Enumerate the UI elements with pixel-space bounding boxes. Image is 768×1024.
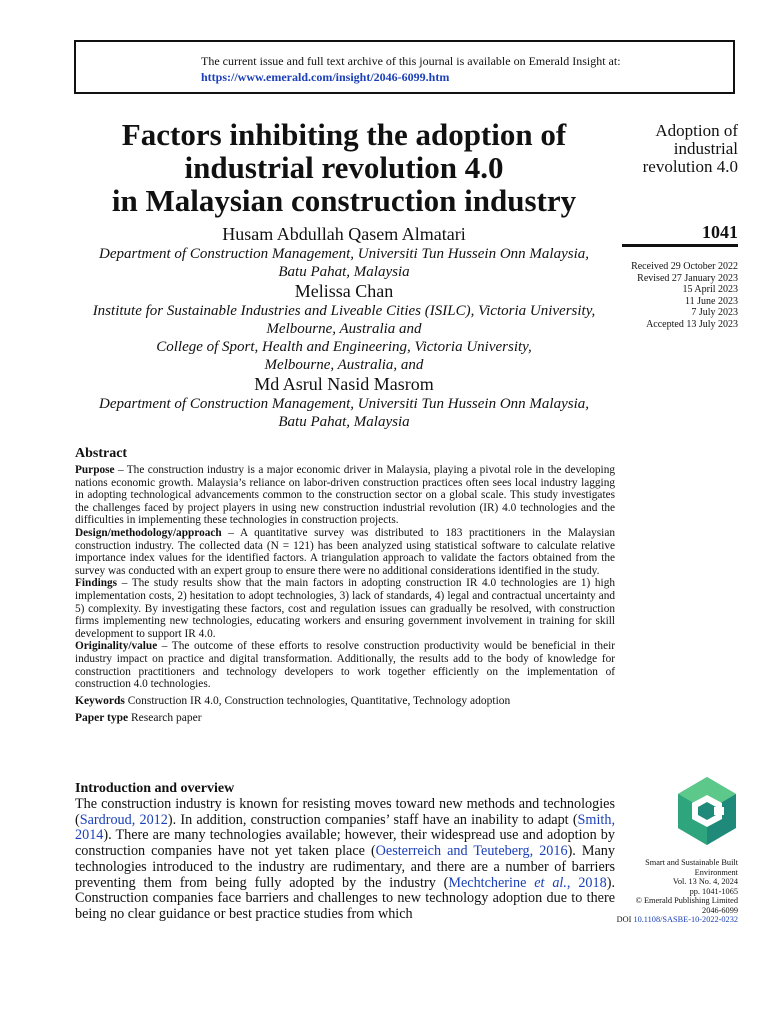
abstract-heading: Abstract — [75, 446, 128, 461]
author-name: Md Asrul Nasid Masrom — [254, 374, 434, 394]
author-name: Husam Abdullah Qasem Almatari — [222, 224, 466, 244]
article-title: Factors inhibiting the adoption of industrial revolution 4.0 in Malaysian construction industry — [111, 117, 577, 218]
article-dates: Received 29 October 2022 Revised 27 January 2023 15 April 2023 11 June 2023 7 July 2023 Accepted 13 July 2023 — [631, 261, 738, 330]
author-affiliation: Institute for Sustainable Industries and Liveable Cities (ISILC), Victoria University, Melbourne, Australia and College of Sport, Health and Engineering, Victoria University, Melbourne, Australia, and — [92, 303, 596, 373]
doi-link[interactable]: 10.1108/SASBE-10-2022-0232 — [633, 915, 738, 924]
keywords: Keywords Construction IR 4.0, Construction technologies, Quantitative, Technology adoption — [75, 694, 511, 707]
author-name: Melissa Chan — [294, 281, 394, 301]
author-affiliation: Department of Construction Management, Universiti Tun Hussein Onn Malaysia, Batu Pahat, Malaysia — [99, 246, 589, 280]
journal-info: Smart and Sustainable Built Environment Vol. 13 No. 4, 2024 pp. 1041-1065 © Emerald Publishing Limited 2046-6099 DOI 10.1108/SASBE-10-2022-0232 — [616, 858, 738, 924]
citation-link[interactable]: Sardroud, 2012 — [79, 811, 168, 828]
intro-heading: Introduction and overview — [75, 781, 235, 796]
running-title: Adoption of industrial revolution 4.0 — [642, 121, 738, 176]
introduction-section — [75, 780, 615, 923]
abstract-section — [75, 446, 615, 725]
citation-link[interactable]: Oesterreich and Teuteberg, 2016 — [375, 843, 568, 860]
abstract-originality: Originality/value – The outcome of these efforts to resolve construction productivity would be beneficial in their industry impact on practice and digital transformation. Additionally, the results add to the body of knowledge for construction practitioners and technology developers to work together efficiently on the implementation of construction 4.0 technologies. — [75, 640, 615, 691]
citation-link[interactable]: Mechtcherine et al., 2018 — [448, 874, 607, 891]
citation-link[interactable]: Smith, 2014 — [75, 811, 615, 844]
side-divider — [622, 244, 738, 247]
abstract-purpose: Purpose – The construction industry is a major economic driver in Malaysia, playing a pivotal role in the developing nations economic growth. Malaysia’s reliance on labor-driven construction practices often sees local industry lagging in adopting technological advancements common to the construction sector on a global scale. This study investigates the challenges faced by project players in using new construction industrial revolution (IR) 4.0 technologies and the difficulties in implementing these technologies in construction projects. — [75, 464, 615, 527]
page-number: 1041 — [702, 222, 738, 242]
abstract-design: Design/methodology/approach – A quantitative survey was distributed to 183 practitioners in the Malaysian construction industry. The collected data (N = 121) has been analyzed using statistical software to calculate relative importance index values for the identified factors. A triangulation approach to validate the factors obtained from the survey was conducted with an expert group to ensure there were no additional considerations identified in the study. — [75, 526, 615, 577]
author-block — [74, 224, 614, 431]
journal-logo-icon — [676, 775, 738, 847]
abstract-findings: Findings – The study results show that the main factors in adopting construction IR 4.0 technologies are 1) high implementation costs, 2) hesitation to adopt technologies, 3) lack of standards, 4) legal and contractual uncertainty and 5) complexity. By investigating these factors, cost and regulation issues can gradually be resolved, with construction firms implementing new technologies, educating workers and ensuring government involvement in training for skill development to support IR 4.0. — [75, 577, 615, 640]
author-affiliation: Department of Construction Management, Universiti Tun Hussein Onn Malaysia, Batu Pahat, Malaysia — [99, 396, 589, 430]
journal-url-link[interactable]: https://www.emerald.com/insight/2046-6099.htm — [201, 70, 450, 84]
journal-access-box — [74, 40, 735, 94]
intro-paragraph: The construction industry is known for resisting moves toward new methods and technologies (Sardroud, 2012). In addition, construction companies’ staff have an inability to adapt (Smith, 2014). There are many technologies available; however, their widespread use and adoption by construction companies have not yet taken place (Oesterreich and Teuteberg, 2016). Many technologies introduced to the industry are rudimentary, and there are a number of barriers preventing them from being fully adopted by the industry (Mechtcherine et al., 2018). Construction companies face barriers and challenges to new technology adoption due to there being no clear guidance or best practice studies from which — [75, 796, 615, 922]
access-note: The current issue and full text archive of this journal is available on Emerald Insight at: — [201, 54, 621, 68]
paper-type: Paper type Research paper — [75, 711, 202, 724]
